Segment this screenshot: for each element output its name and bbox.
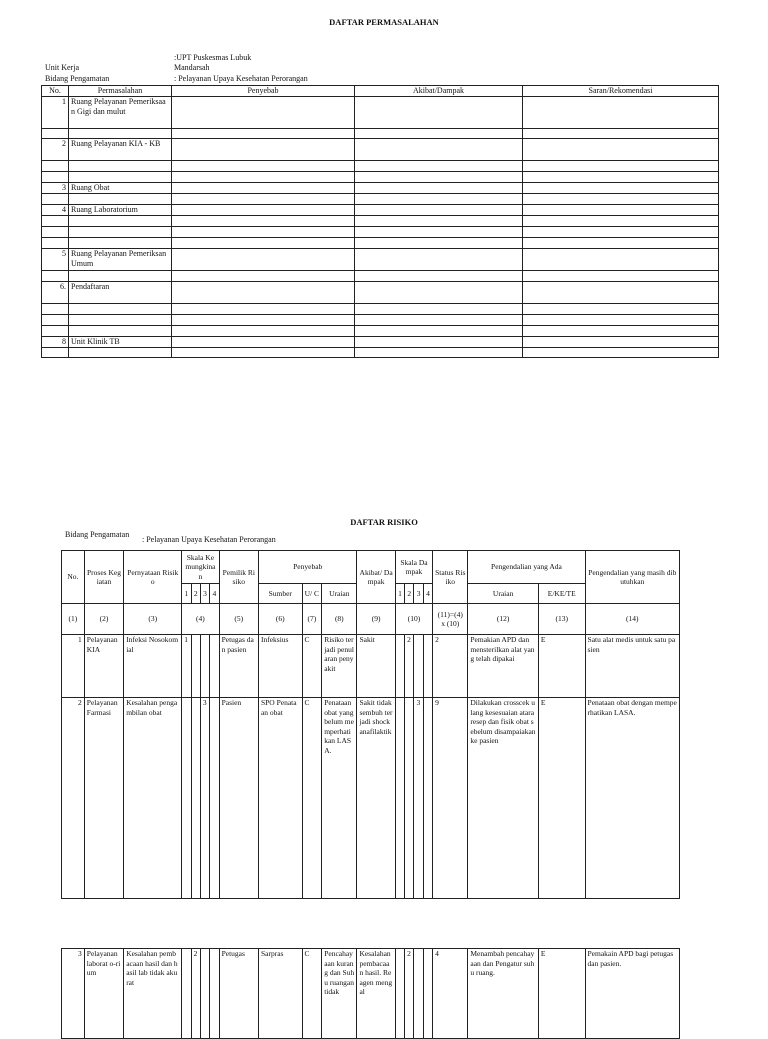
num-14: (14) [585, 604, 679, 635]
num-5: (5) [219, 604, 258, 635]
hdr-k2: 2 [191, 584, 200, 604]
hdr-uraian-pengendalian: Uraian [468, 584, 539, 604]
num-4: (4) [182, 604, 219, 635]
risk-butuh: Penataan obat dengan memperhatikan LASA. [585, 698, 679, 899]
risk-k1 [182, 949, 191, 1039]
risk-k3: 3 [200, 698, 209, 899]
row-permasalahan: Unit Klinik TB [69, 337, 172, 348]
num-10: (10) [395, 604, 432, 635]
risk-pengendalian: Dilakukan crosscek ulang kesesuaian atara resep dan fisik obat sebelum disampaiakan ke pasien [468, 698, 539, 899]
risk-sumber: SPO Penataan obat [258, 698, 302, 899]
risk-eke: E [538, 635, 585, 698]
risk-pengendalian: Pemakian APD dan mensterilkan alat yang telah dipakai [468, 635, 539, 698]
risk-k4 [210, 949, 219, 1039]
col-akibat: Akibat/Dampak [355, 86, 523, 97]
num-7: (7) [302, 604, 322, 635]
unit-value: :UPT Puskesmas Lubuk Mandarsah [174, 53, 252, 72]
risk-k3 [200, 635, 209, 698]
problems-table [41, 85, 719, 358]
hdr-pernyataan: Pernyataan Risiko [124, 551, 182, 604]
row-permasalahan: Ruang Laboratorium [69, 205, 172, 216]
num-3: (3) [124, 604, 182, 635]
row-permasalahan: Ruang Pelayanan Pemeriksan Umum [69, 249, 172, 271]
hdr-d4: 4 [423, 584, 432, 604]
risk-d4 [423, 698, 432, 899]
row-no: 4 [42, 205, 69, 216]
risk-table [61, 550, 680, 899]
table-row [62, 949, 680, 1039]
row-no: 2 [42, 139, 69, 161]
table-row [42, 282, 719, 304]
num-12: (12) [468, 604, 539, 635]
risk-k3 [200, 949, 209, 1039]
hdr-penyebab: Penyebab [258, 551, 356, 584]
hdr-eke: E/KE/TE [538, 584, 585, 604]
risk-d4 [423, 635, 432, 698]
hdr-uc: U/ C [302, 584, 322, 604]
risk-d1 [395, 635, 404, 698]
risk-d3 [414, 949, 423, 1039]
row-permasalahan: Ruang Pelayanan KIA - KB [69, 139, 172, 161]
risk-k2 [191, 635, 200, 698]
num-1: (1) [62, 604, 85, 635]
num-9: (9) [357, 604, 395, 635]
risk-k1: 1 [182, 635, 191, 698]
risk-k1 [182, 698, 191, 899]
risk-pemilik: Pasien [219, 698, 258, 899]
hdr-proses: Proses Kegiatan [84, 551, 123, 604]
hdr-k3: 3 [200, 584, 209, 604]
hdr-d3: 3 [414, 584, 423, 604]
risk-akibat: Sakit [357, 635, 395, 698]
risk-k4 [210, 635, 219, 698]
hdr-d1: 1 [395, 584, 404, 604]
hdr-dampak: Skala Dampak [395, 551, 432, 584]
table-row [62, 698, 680, 899]
risk-butuh: Satu alat medis untuk satu pasien [585, 635, 679, 698]
num-11: (11)=(4) x (10) [433, 604, 468, 635]
risk-proses: Pelayanan Farmasi [84, 698, 123, 899]
risk-uc: C [302, 949, 322, 1039]
risk-status: 9 [433, 698, 468, 899]
hdr-k4: 4 [210, 584, 219, 604]
risk-d1 [395, 949, 404, 1039]
problems-title: DAFTAR PERMASALAHAN [329, 17, 439, 27]
risk-field-label: Bidang Pengamatan [65, 530, 130, 539]
risk-table-continued [61, 948, 680, 1039]
table-row [62, 635, 680, 698]
hdr-pengendalian-ada: Pengendalian yang Ada [468, 551, 585, 584]
risk-uraian: Penataan obat yang belum memperhatikan LASA. [322, 698, 357, 899]
hdr-uraian: Uraian [322, 584, 357, 604]
risk-field-value: : Pelayanan Upaya Kesehatan Perorangan [142, 535, 276, 544]
risk-proses: Pelayanan KIA [84, 635, 123, 698]
risk-d2: 2 [405, 635, 414, 698]
risk-uraian: Risiko terjadi penularan penyakit [322, 635, 357, 698]
col-saran: Saran/Rekomendasi [523, 86, 719, 97]
num-2: (2) [84, 604, 123, 635]
risk-k2: 2 [191, 949, 200, 1039]
table-row [42, 205, 719, 216]
risk-d3: 3 [414, 698, 423, 899]
hdr-d2: 2 [405, 584, 414, 604]
risk-d4 [423, 949, 432, 1039]
risk-eke: E [538, 949, 585, 1039]
field-value: : Pelayanan Upaya Kesehatan Perorangan [174, 74, 308, 83]
risk-sumber: Infeksius [258, 635, 302, 698]
hdr-status: Status Risiko [433, 551, 468, 604]
num-13: (13) [538, 604, 585, 635]
col-no: No. [42, 86, 69, 97]
problems-header-row [42, 86, 719, 97]
row-no: 8 [42, 337, 69, 348]
risk-eke: E [538, 698, 585, 899]
hdr-pemilik: Pemilik Risiko [219, 551, 258, 604]
row-permasalahan: Pendaftaran [69, 282, 172, 304]
risk-k2 [191, 698, 200, 899]
risk-k4 [210, 698, 219, 899]
col-permasalahan: Permasalahan [69, 86, 172, 97]
risk-d2 [405, 698, 414, 899]
risk-sumber: Sarpras [258, 949, 302, 1039]
risk-uc: C [302, 698, 322, 899]
hdr-k1: 1 [182, 584, 191, 604]
risk-d3 [414, 635, 423, 698]
col-penyebab: Penyebab [172, 86, 355, 97]
risk-akibat: Sakit tidak sembuh terjadi shock anafilaktik [357, 698, 395, 899]
row-permasalahan: Ruang Obat [69, 183, 172, 194]
risk-number-row [62, 604, 680, 635]
risk-no: 1 [62, 635, 85, 698]
risk-header-row [62, 551, 680, 584]
risk-pengendalian: Menambah pencahayaan dan Pengatur suhu ruang. [468, 949, 539, 1039]
risk-uraian: Pencahayaan kurang dan Suhu ruangan tidak [322, 949, 357, 1039]
risk-butuh: Pemakain APD bagi petugas dan pasien. [585, 949, 679, 1039]
num-8: (8) [322, 604, 357, 635]
hdr-pengendalian-butuh: Pengendalian yang masih dibutuhkan [585, 551, 679, 604]
risk-pernyataan: Infeksi Nosokomial [124, 635, 182, 698]
risk-uc: C [302, 635, 322, 698]
risk-pernyataan: Kesalahan pengambilan obat [124, 698, 182, 899]
row-no: 6. [42, 282, 69, 304]
risk-no: 2 [62, 698, 85, 899]
risk-akibat: Kesalahan pembacaan hasil. Reagen mengal [357, 949, 395, 1039]
table-row [42, 183, 719, 194]
risk-status: 4 [433, 949, 468, 1039]
num-6: (6) [258, 604, 302, 635]
row-no: 5 [42, 249, 69, 271]
risk-pernyataan: Kesalahan pembacaan hasil dan hasil lab tidak akurat [124, 949, 182, 1039]
hdr-sumber: Sumber [258, 584, 302, 604]
table-row [42, 97, 719, 129]
field-label: Bidang Pengamatan [45, 74, 110, 83]
hdr-no: No. [62, 551, 85, 604]
risk-no: 3 [62, 949, 85, 1039]
risk-title: DAFTAR RISIKO [350, 517, 418, 527]
risk-d2: 2 [405, 949, 414, 1039]
risk-proses: Pelayanan laborat o-rium [84, 949, 123, 1039]
unit-label: Unit Kerja [45, 63, 79, 72]
risk-d1 [395, 698, 404, 899]
hdr-kemungkinan: Skala Kemungkinan [182, 551, 219, 584]
risk-pemilik: Petugas dan pasien [219, 635, 258, 698]
row-no: 3 [42, 183, 69, 194]
risk-status: 2 [433, 635, 468, 698]
table-row [42, 337, 719, 348]
hdr-akibat: Akibat/ Dampak [357, 551, 395, 604]
risk-pemilik: Petugas [219, 949, 258, 1039]
table-row [42, 139, 719, 161]
table-row [42, 249, 719, 271]
row-no: 1 [42, 97, 69, 129]
row-permasalahan: Ruang Pelayanan Pemeriksaan Gigi dan mulut [69, 97, 172, 129]
